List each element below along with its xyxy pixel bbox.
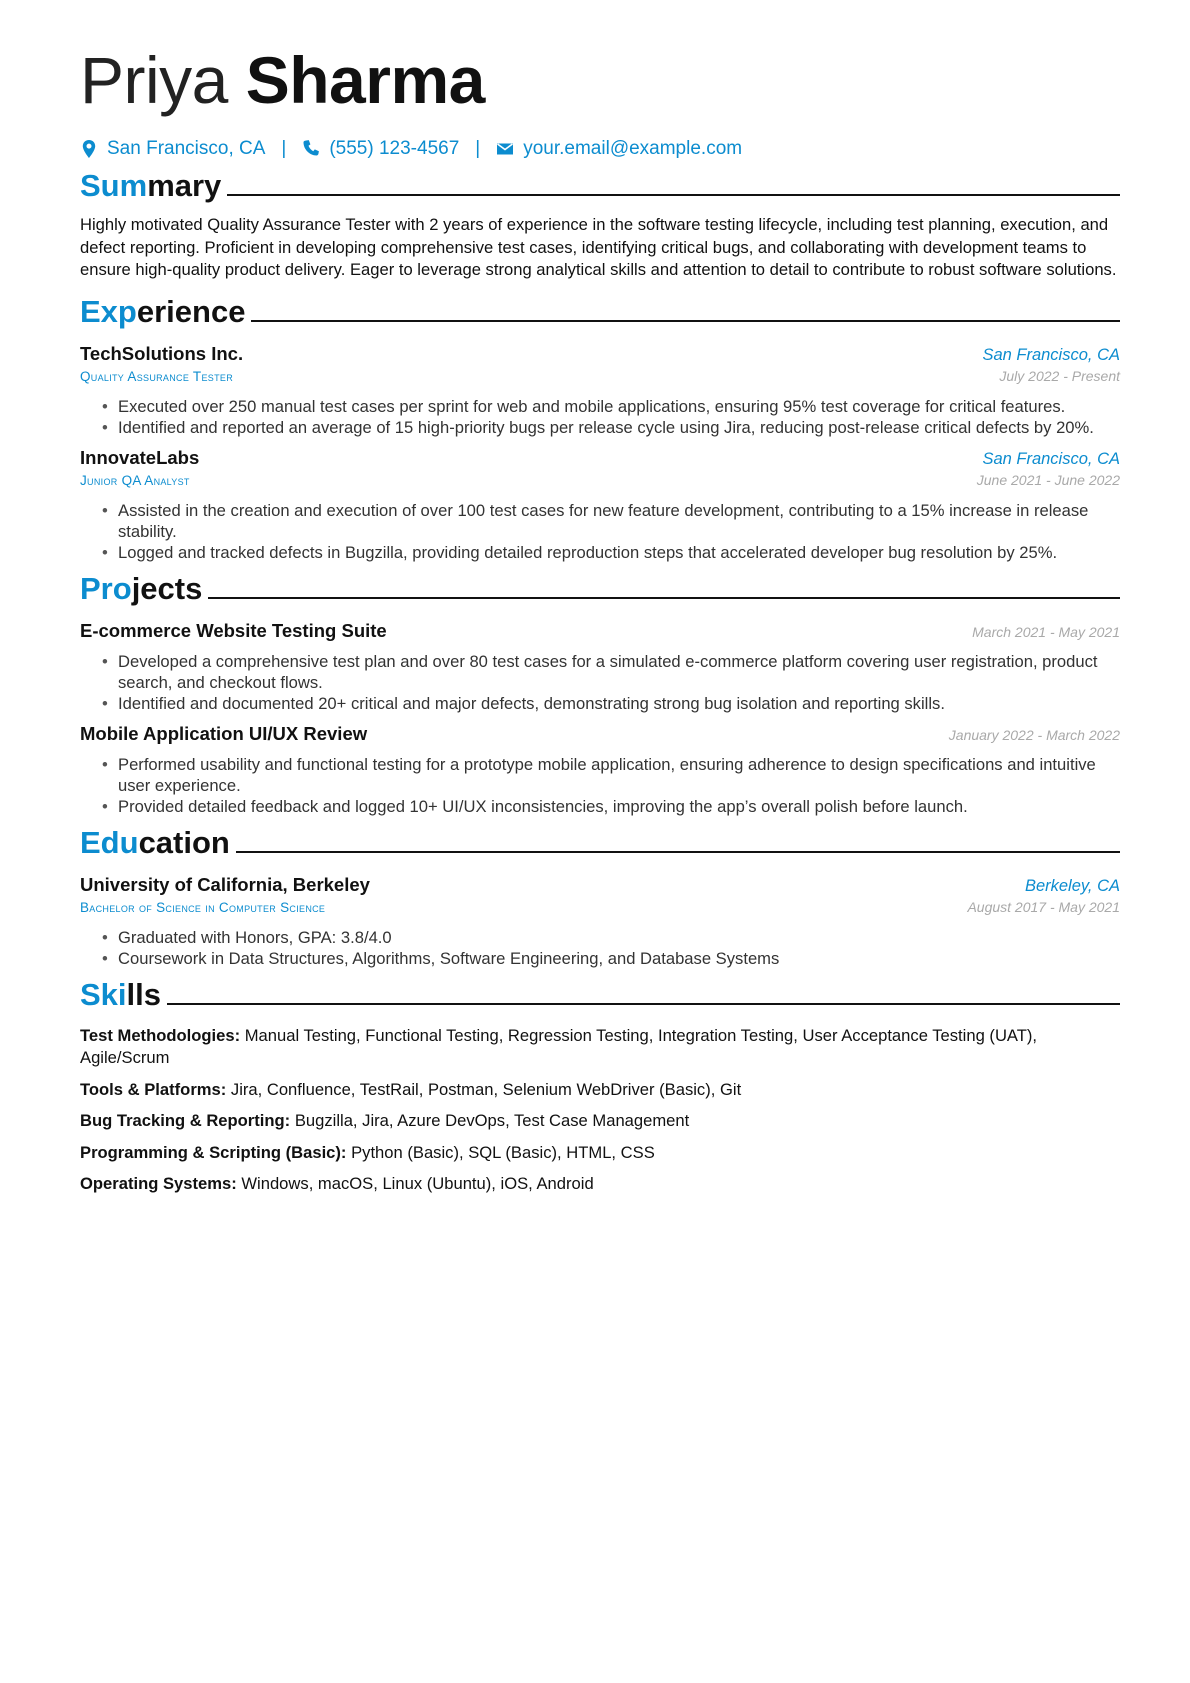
contact-email[interactable]	[496, 138, 742, 160]
degree: Bachelor of Science in Computer Science	[80, 899, 326, 915]
skill-value: Bugzilla, Jira, Azure DevOps, Test Case Management	[290, 1111, 690, 1130]
heading-rule	[227, 194, 1120, 196]
skill-label: Operating Systems:	[80, 1174, 237, 1193]
bullet-item: • Executed over 250 manual test cases per sprint for web and mobile applications, ensuring 95% test coverage for critical features.	[80, 396, 1120, 417]
project-entry	[80, 619, 1120, 714]
company-name: TechSolutions Inc.	[80, 342, 244, 364]
bullet-item: • Assisted in the creation and execution of over 100 test cases for new feature development, contributing to a 15% increase in release stability.	[80, 500, 1120, 542]
skill-value: Jira, Confluence, TestRail, Postman, Selenium WebDriver (Basic), Git	[226, 1079, 742, 1099]
skill-row	[80, 1142, 1120, 1165]
location-text: San Francisco, CA	[107, 138, 266, 159]
skills-heading	[80, 973, 1120, 1013]
bullet-item: • Provided detailed feedback and logged 10+ UI/UX inconsistencies, improving the app’s overall polish before launch.	[80, 796, 1120, 817]
bullet-list	[80, 396, 1120, 438]
phone-text: (555) 123-4567	[329, 138, 460, 159]
resume-page	[80, 40, 1120, 1205]
project-entry	[80, 722, 1120, 817]
heading-highlight: Pro	[80, 570, 132, 606]
projects-heading	[80, 567, 1120, 607]
heading-rest: erience	[136, 293, 246, 329]
bullet-list	[80, 651, 1120, 714]
skill-label: Programming & Scripting (Basic):	[80, 1142, 347, 1162]
school-location: Berkeley, CA	[1024, 876, 1120, 895]
skill-row	[80, 1110, 1120, 1133]
skill-value: Windows, macOS, Linux (Ubuntu), iOS, Android	[236, 1174, 594, 1193]
skill-label: Bug Tracking & Reporting:	[80, 1111, 291, 1130]
job-title: Quality Assurance Tester	[80, 368, 233, 384]
job-dates: June 2021 - June 2022	[976, 471, 1120, 488]
summary-text: Highly motivated Quality Assurance Tester with 2 years of experience in the software testing lifecycle, including test planning, execution, and defect reporting. Proficient in developing comprehensive test cases, identifying critical bugs, and collaborating with development teams to ensure high-quality product delivery. Eager to leverage strong analytical skills and attention to detail to contribute to robust software solutions.	[80, 215, 1117, 279]
heading-rule	[167, 1003, 1120, 1005]
bullet-list	[80, 927, 1120, 969]
job-location: San Francisco, CA	[982, 345, 1120, 364]
school-name: University of California, Berkeley	[80, 873, 370, 895]
contact-phone[interactable]	[302, 138, 459, 160]
envelope-icon	[496, 139, 514, 159]
project-title: E-commerce Website Testing Suite	[80, 619, 387, 641]
heading-highlight: Exp	[80, 293, 137, 329]
company-name: InnovateLabs	[80, 446, 200, 468]
bullet-list	[80, 500, 1120, 563]
education-heading	[80, 821, 1120, 861]
bullet-item: • Identified and reported an average of 15 high-priority bugs per release cycle using Jira, reducing post-release critical defects by 20%.	[80, 417, 1120, 438]
skill-row	[80, 1173, 1120, 1196]
skills-list	[80, 1025, 1120, 1196]
experience-entry	[80, 446, 1120, 563]
bullet-item: • Graduated with Honors, GPA: 3.8/4.0	[80, 927, 1120, 948]
heading-highlight: Sum	[80, 168, 148, 203]
education-entry	[80, 873, 1120, 969]
email-link: your.email@example.com	[523, 138, 743, 159]
experience-heading	[80, 290, 1120, 330]
skill-row	[80, 1079, 1120, 1102]
skill-value: Python (Basic), SQL (Basic), HTML, CSS	[346, 1142, 655, 1162]
project-title: Mobile Application UI/UX Review	[80, 722, 368, 744]
candidate-name	[80, 40, 1120, 120]
bullet-list	[80, 754, 1120, 817]
heading-rest: lls	[126, 976, 161, 1012]
heading-rest: mary	[147, 168, 222, 203]
first-name: Priya	[80, 43, 228, 117]
heading-rest: cation	[138, 824, 230, 860]
heading-rule	[236, 851, 1120, 853]
heading-rest: jects	[131, 570, 203, 606]
bullet-item: • Coursework in Data Structures, Algorithms, Software Engineering, and Database Systems	[80, 948, 1120, 969]
skill-row	[80, 1025, 1120, 1070]
job-location: San Francisco, CA	[982, 449, 1120, 468]
contact-line	[80, 134, 1120, 164]
contact-separator: |	[475, 138, 481, 159]
contact-separator: |	[281, 138, 287, 159]
map-marker-icon	[80, 139, 98, 159]
skill-label: Test Methodologies:	[80, 1025, 241, 1045]
skill-label: Tools & Platforms:	[80, 1079, 227, 1099]
job-title: Junior QA Analyst	[80, 472, 190, 488]
bullet-item: • Logged and tracked defects in Bugzilla, providing detailed reproduction steps that accelerated developer bug resolution by 25%.	[80, 542, 1120, 563]
bullet-item: • Identified and documented 20+ critical and major defects, demonstrating strong bug isolation and reporting skills.	[80, 693, 1120, 714]
contact-location	[80, 138, 265, 160]
phone-icon	[302, 139, 320, 159]
skill-value: Manual Testing, Functional Testing, Regression Testing, Integration Testing, User Acceptance Testing (UAT), Agile/Scrum	[80, 1025, 1038, 1067]
experience-entry	[80, 342, 1120, 438]
heading-highlight: Ski	[80, 976, 127, 1012]
education-dates: August 2017 - May 2021	[967, 898, 1120, 915]
bullet-item: • Developed a comprehensive test plan and over 80 test cases for a simulated e-commerce platform covering user registration, product search, and checkout flows.	[80, 651, 1120, 693]
heading-highlight: Edu	[80, 824, 139, 860]
project-dates: March 2021 - May 2021	[972, 623, 1120, 640]
project-dates: January 2022 - March 2022	[948, 726, 1120, 743]
bullet-item: • Performed usability and functional testing for a prototype mobile application, ensuring adherence to design specifications and intuitive user experience.	[80, 754, 1120, 796]
last-name: Sharma	[245, 43, 485, 117]
job-dates: July 2022 - Present	[999, 367, 1120, 384]
heading-rule	[251, 320, 1120, 322]
heading-rule	[208, 597, 1120, 599]
summary-heading	[80, 164, 1120, 204]
